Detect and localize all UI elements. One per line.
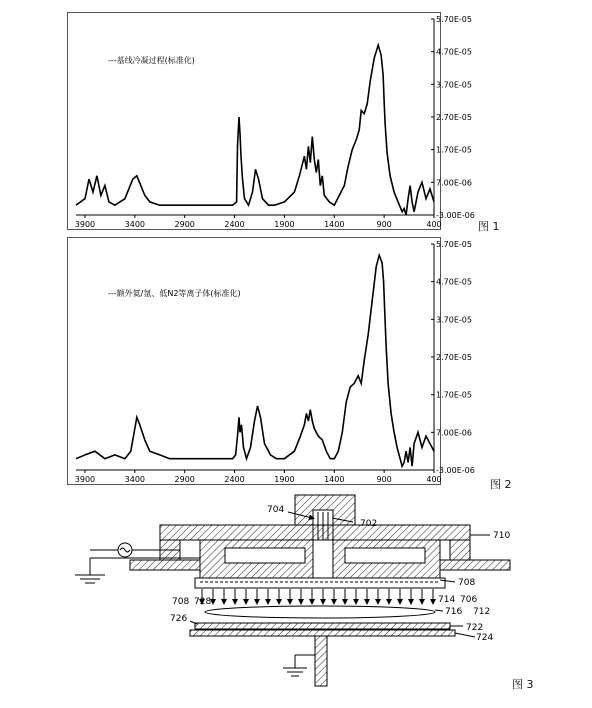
x-tick-label: 2400 — [224, 220, 245, 229]
y-tick-label: 3.70E-05 — [436, 80, 472, 90]
x-tick-label: 3400 — [124, 475, 146, 484]
x-tick-label: 3900 — [74, 475, 96, 484]
y-tick-label: 7.00E-06 — [436, 178, 472, 188]
figure-2-plot — [68, 238, 475, 484]
x-tick-label: 3400 — [124, 220, 146, 229]
cavity-right — [345, 548, 425, 563]
x-tick-label: 400 — [426, 220, 442, 229]
y-tick-label: 2.70E-05 — [436, 353, 472, 362]
label-708-left: 708 — [172, 597, 190, 607]
figure-2-chart — [67, 237, 475, 485]
series-line — [76, 255, 434, 466]
y-tick-label: 5.70E-05 — [436, 15, 472, 24]
x-tick-label: 2900 — [174, 475, 195, 484]
figure-3-caption: 图 3 — [512, 678, 534, 691]
figure-1-chart — [67, 12, 475, 230]
legend-label: ---额外氦/氩、低N2等离子体(标准化) — [108, 289, 241, 298]
chamber-lid — [160, 525, 470, 540]
y-tick-label: 4.70E-05 — [436, 277, 472, 287]
legend-label: ---基线冷凝过程(标准化) — [108, 56, 195, 65]
x-tick-label: 900 — [376, 220, 392, 229]
y-tick-label: 7.00E-06 — [436, 428, 472, 438]
y-tick-label: -3.00E-06 — [436, 466, 475, 475]
y-tick-label: 4.70E-05 — [436, 47, 472, 57]
figure-1-caption: 图 1 — [478, 220, 500, 233]
pedestal-stem — [315, 636, 327, 686]
label-706: 706 — [460, 595, 478, 605]
gas-flow-arrows — [202, 589, 433, 602]
series-line — [76, 45, 434, 215]
y-tick-label: 3.70E-05 — [436, 315, 472, 325]
y-tick-label: -3.00E-06 — [436, 211, 475, 220]
x-tick-label: 1900 — [274, 220, 295, 229]
y-tick-label: 1.70E-05 — [436, 145, 472, 155]
x-tick-label: 1400 — [324, 475, 345, 484]
x-tick-label: 400 — [426, 475, 442, 484]
label-722: 722 — [466, 623, 484, 633]
reactor-diagram — [70, 490, 520, 690]
reactor-diagram-svg — [70, 490, 520, 690]
x-tick-label: 2400 — [224, 475, 245, 484]
faceplate — [195, 578, 445, 588]
label-726: 726 — [170, 614, 188, 624]
label-704: 704 — [267, 505, 285, 515]
x-tick-label: 1400 — [324, 220, 345, 229]
x-tick-label: 900 — [376, 475, 392, 484]
figure-1-plot — [68, 13, 475, 229]
label-724: 724 — [476, 633, 494, 643]
x-tick-label: 2900 — [174, 220, 195, 229]
label-710: 710 — [493, 531, 511, 541]
figure-2-caption: 图 2 — [490, 478, 512, 491]
label-716: 716 — [445, 607, 463, 617]
plasma-region — [205, 606, 435, 618]
y-tick-label: 5.70E-05 — [436, 240, 472, 249]
cavity-left — [225, 548, 305, 563]
label-728: 728 — [194, 597, 212, 607]
label-702: 702 — [360, 519, 378, 529]
label-714: 714 — [438, 595, 456, 605]
y-tick-label: 1.70E-05 — [436, 390, 472, 400]
label-712: 712 — [473, 607, 491, 617]
x-tick-label: 3900 — [74, 220, 96, 229]
substrate — [195, 623, 450, 629]
pedestal — [190, 630, 455, 636]
y-tick-label: 2.70E-05 — [436, 113, 472, 122]
x-tick-label: 1900 — [274, 475, 295, 484]
label-708: 708 — [458, 578, 476, 588]
